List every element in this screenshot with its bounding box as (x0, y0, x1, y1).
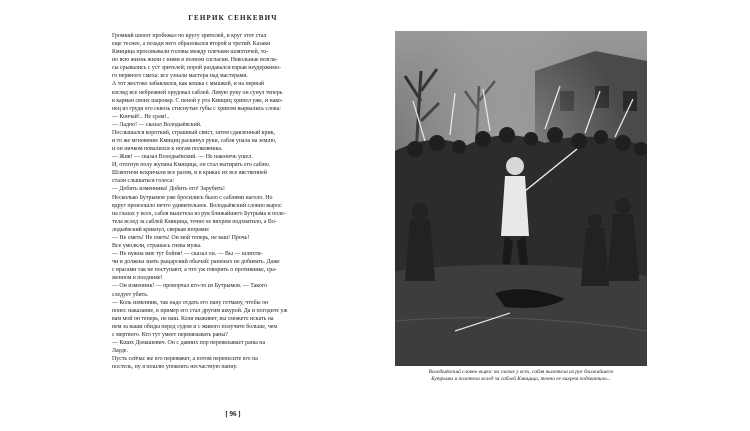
right-page (384, 6, 656, 426)
text-line: еще теснее, а позади него образовался второй и третий. Казаки (112, 41, 271, 48)
caption-line: Володыёвский словно вырос на глазах у всех, сабля вылетела из рук ближайшего (428, 369, 614, 375)
text-line: с врагами так не поступают, а что уж говорить о противнике, сра- (112, 267, 277, 274)
text-line: нем за ваши обиды перед судом и с живого получите больше, чем (112, 323, 278, 330)
text-line: — Кших Домашевич. Он с давних пор перевязывает раны на (112, 339, 266, 346)
text-line: Все умолкли, страшась гнева мужа. (112, 243, 202, 250)
text-line: сы срывались с уст зрителей; порой раздавался взрыв неудержимо- (112, 65, 281, 72)
text-line: Пусть сейчас же его перевяжет, а потом перенесите его на (112, 356, 258, 363)
text-line: вам мой он теперь, не ваш. Коли выживет, вы сможете искать на (112, 315, 274, 322)
text-line: — Кончай!.. Не срам!.. (112, 113, 170, 120)
text-line: — Не сметь! Не сметь! Он мой теперь, не ваш! Прочь! (112, 234, 250, 241)
text-line: — Жив! — сказал Володыёвский. — Не наконечь ушел. (112, 154, 253, 161)
text-line: вдруг произошло нечто удивительное. Володыёвский словно вырос (112, 202, 282, 209)
text-line: нец из груди его сквозь стиснутые губы с хрипом вырвались слова: (112, 105, 281, 112)
text-line: стали слышаться голоса: (112, 178, 175, 185)
text-line: постель, ну я пошлю упокоить несчастную панну. (112, 364, 238, 371)
text-line: и он ничком повалился к ногам полковника. (112, 146, 223, 153)
text-line: но всю жизнь жили с ними в полном согласии. Невольные возгла- (112, 57, 278, 64)
illustration-caption (396, 369, 646, 384)
text-line: с мертвого. Кто тут умеет перевязывать раны? (112, 331, 228, 338)
text-line: — Добить изменника! Добить его! Зарубить! (112, 186, 226, 193)
text-line: — Он изменник! — проворчал кто-то из Бутрымов. — Такого (112, 283, 268, 290)
text-line: в карман своих шаровар. С пеной у рта Кмициц хрипел уже, и нако- (112, 97, 283, 104)
text-line: Кмицица просовывали головы между плечами шляхтичей, то- (112, 49, 269, 56)
text-line: — Коль изменник, так надо отдать его пану гетману, чтобы он (112, 299, 269, 306)
text-line: Лауде. (112, 348, 128, 355)
text-line: чи и должны знать рыцарский обычай: раненых не добивать. Даже (112, 259, 280, 266)
text-line: лодыёвский крикнул, сверкая взорами: (112, 226, 210, 233)
left-page (98, 6, 368, 426)
running-head: ГЕНРИК СЕНКЕВИЧ (188, 14, 278, 22)
text-line: — Не нужна мне тут бойня! — сказал он. — Вы — шляхти- (112, 251, 263, 258)
text-line: и то же мгновение Кмициц раскинул руки, сабля упала на землю, (112, 138, 277, 145)
text-line: на глазах у всех, сабля вылетела из рук ближайшего Бутрыма и поле- (112, 210, 286, 217)
text-line: И, отогнув полу жупана Кмицица, он стал вытирать его саблю. (112, 162, 271, 169)
text-line: взгляд все небрежней орудовал саблей. Левую руку он сунул теперь (112, 89, 283, 96)
text-line: следует убить. (112, 291, 149, 298)
text-line: го нервного смеха: все узнали мастера над мастерами. (112, 73, 249, 80)
text-line: понес наказание, в пример его стал другим шкурой. Да и погодите уж (112, 307, 288, 314)
text-line: Шляхтичи вскричали все разом, и в криках их все явственней (112, 170, 267, 177)
text-line: — Ладно! — сказал Володыёвский. (112, 121, 202, 128)
text-line: женном в поединке! (112, 275, 163, 282)
text-line: Несколько Бутрымов уже бросились было с саблями наголо. Но (112, 194, 273, 201)
page-number: [ 96 ] (225, 410, 241, 418)
caption-line: Бутрыма и полетела вслед за саблей Кмицица, точно ее вихрем подхватило... (431, 376, 611, 383)
text-line: тела вслед за саблей Кмицица, точно ее вихрем подхватило, а Во- (112, 218, 277, 225)
engraving-illustration (395, 31, 647, 366)
text-line: А тот жестоко забавлялся, как кошка с мышкой, и на первый (112, 81, 265, 88)
text-line: Громкий шепот пробежал по кругу зрителей, и круг этот стал (112, 33, 267, 39)
text-line: Послышался короткий, страшный свист, затем сдавленный крик, (112, 129, 275, 136)
duel-scene-engraving (395, 31, 647, 366)
body-text (112, 32, 364, 371)
